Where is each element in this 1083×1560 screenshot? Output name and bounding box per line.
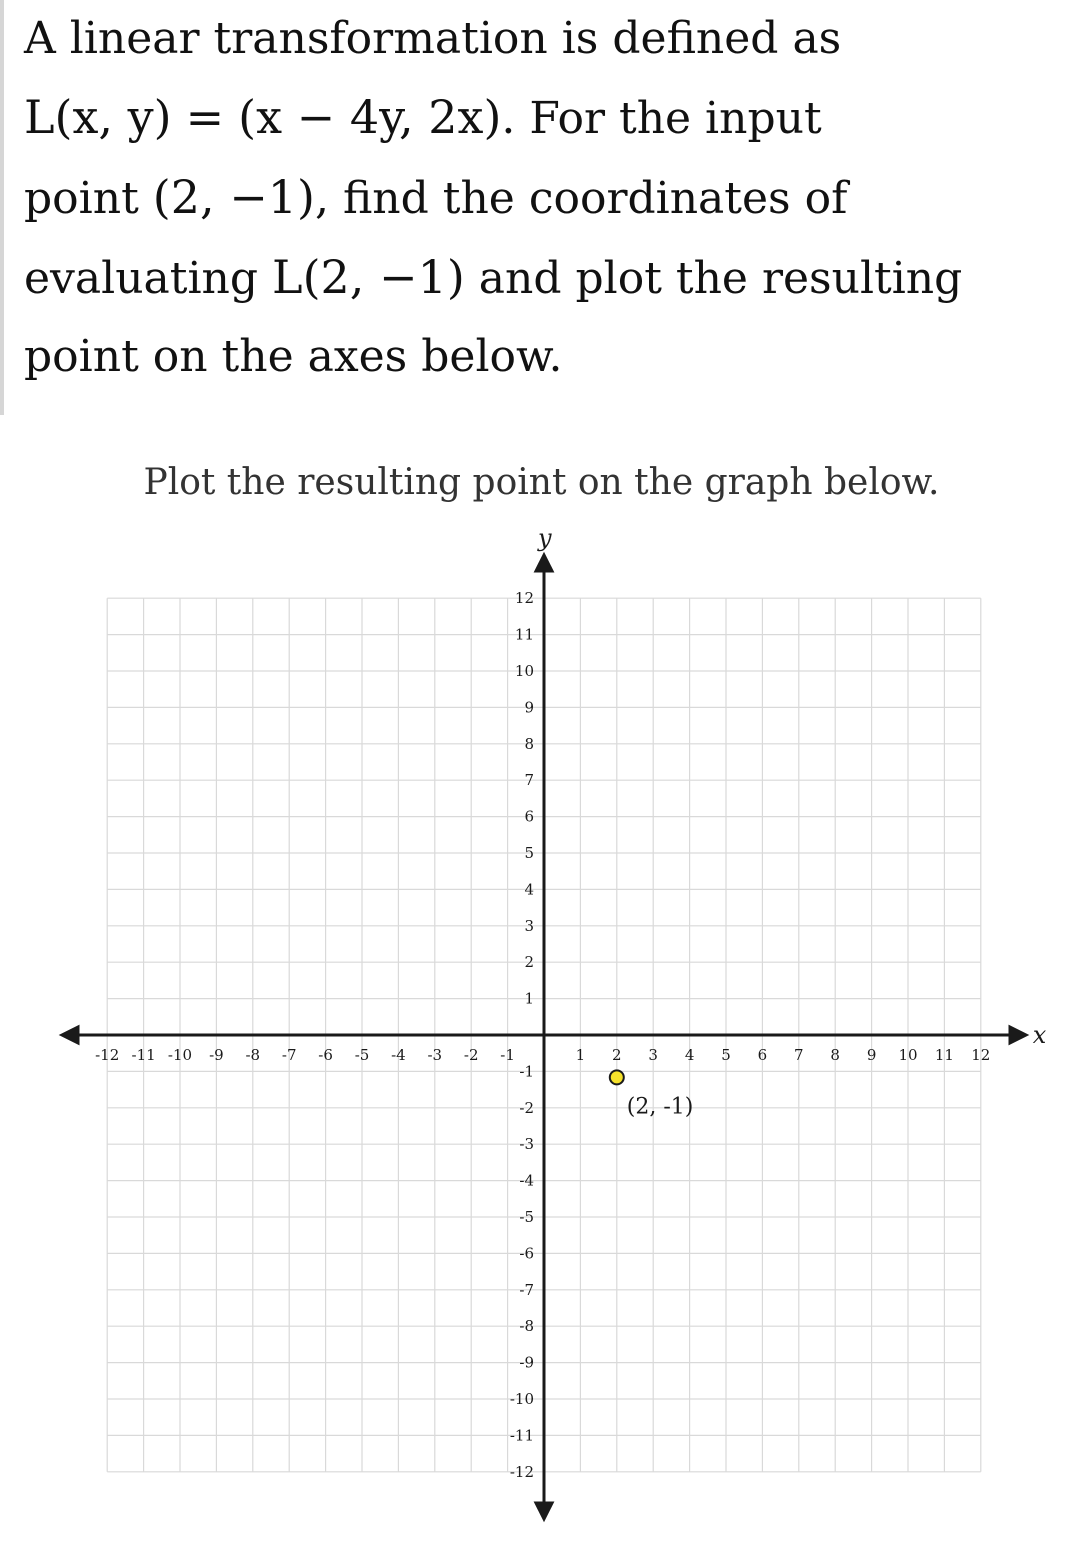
x-tick-label: -5 bbox=[354, 1046, 370, 1064]
y-tick-label: 1 bbox=[524, 989, 534, 1008]
y-tick-label: -10 bbox=[509, 1390, 534, 1408]
axes bbox=[69, 562, 1019, 1512]
y-tick-label: 9 bbox=[524, 698, 534, 717]
x-tick-label: -11 bbox=[131, 1046, 156, 1064]
x-tick-label: -8 bbox=[245, 1046, 261, 1064]
y-tick-label: -3 bbox=[519, 1135, 534, 1154]
function-rhs: (x − 4y, 2x) bbox=[238, 90, 502, 144]
x-tick-label: 6 bbox=[757, 1046, 768, 1064]
input-point: (2, −1) bbox=[152, 170, 315, 224]
x-tick-label: 2 bbox=[612, 1046, 622, 1064]
question-left-rule bbox=[0, 0, 4, 415]
x-tick-label: -10 bbox=[167, 1046, 193, 1064]
x-tick-label: -7 bbox=[281, 1046, 297, 1064]
question-text bbox=[24, 0, 1064, 396]
y-tick-label: 8 bbox=[524, 734, 534, 753]
question-line-4-head: evaluating bbox=[24, 253, 259, 304]
x-tick-label: 5 bbox=[721, 1046, 731, 1064]
y-tick-label: 2 bbox=[524, 953, 534, 972]
question-line-2 bbox=[24, 78, 1064, 158]
x-tick-label: 3 bbox=[648, 1046, 658, 1064]
plotted-points[interactable] bbox=[610, 1070, 694, 1119]
x-tick-label: -12 bbox=[95, 1046, 120, 1064]
x-tick-label: 12 bbox=[971, 1046, 991, 1064]
x-tick-label: 10 bbox=[898, 1046, 918, 1064]
y-tick-label: -2 bbox=[519, 1098, 534, 1117]
y-tick-label: 6 bbox=[524, 807, 534, 826]
x-tick-label: 9 bbox=[866, 1046, 877, 1064]
question-line-4-tail: and plot the resulting bbox=[478, 253, 963, 304]
y-tick-label: 4 bbox=[524, 880, 534, 899]
question-line-3-tail: , find the coordinates of bbox=[314, 173, 848, 224]
x-tick-label: 1 bbox=[575, 1046, 586, 1064]
y-tick-label: -1 bbox=[519, 1062, 534, 1081]
y-tick-label: -4 bbox=[519, 1171, 534, 1190]
y-tick-label: 7 bbox=[524, 771, 534, 790]
y-tick-label: -7 bbox=[519, 1280, 534, 1299]
x-tick-label: 8 bbox=[830, 1046, 840, 1064]
equals-sign: = bbox=[185, 90, 225, 144]
eval-expression: L(2, −1) bbox=[272, 250, 465, 304]
y-tick-label: -9 bbox=[519, 1353, 534, 1372]
y-tick-label: 12 bbox=[514, 589, 534, 608]
x-tick-label: -9 bbox=[209, 1046, 224, 1064]
y-tick-label: 5 bbox=[524, 844, 534, 862]
y-tick-label: -11 bbox=[509, 1426, 534, 1445]
x-tick-label: -6 bbox=[318, 1046, 333, 1064]
y-axis-label: y bbox=[538, 524, 552, 553]
x-tick-label: -4 bbox=[391, 1046, 406, 1064]
question-line-1: A linear transformation is defined as bbox=[24, 13, 842, 64]
x-tick-label: 7 bbox=[794, 1046, 804, 1064]
plotted-point-marker[interactable] bbox=[610, 1070, 624, 1084]
y-tick-label: 3 bbox=[524, 916, 534, 935]
x-tick-label: -3 bbox=[427, 1046, 443, 1064]
y-tick-label: 10 bbox=[514, 662, 534, 680]
y-tick-label: -12 bbox=[509, 1462, 534, 1481]
question-line-3-head: point bbox=[24, 173, 139, 224]
question-line-3 bbox=[24, 158, 1064, 238]
y-tick-label: -6 bbox=[519, 1244, 534, 1263]
question-line-4 bbox=[24, 238, 1064, 318]
y-tick-label: -8 bbox=[519, 1317, 534, 1336]
question-line-2-tail: . For the input bbox=[501, 93, 822, 144]
coordinate-graph[interactable] bbox=[0, 524, 1083, 1560]
x-tick-label: 4 bbox=[684, 1046, 695, 1064]
x-tick-label: 11 bbox=[934, 1046, 954, 1064]
x-tick-label: -2 bbox=[463, 1046, 479, 1064]
x-tick-label: -1 bbox=[500, 1046, 515, 1064]
plot-instruction: Plot the resulting point on the graph below. bbox=[143, 462, 940, 503]
x-axis-label: x bbox=[1032, 1021, 1047, 1049]
y-tick-label: 11 bbox=[514, 625, 534, 644]
question-line-5: point on the axes below. bbox=[24, 331, 563, 382]
plotted-point-label: (2, -1) bbox=[626, 1094, 694, 1120]
function-lhs: L(x, y) bbox=[24, 90, 172, 144]
y-tick-label: -5 bbox=[519, 1208, 534, 1226]
